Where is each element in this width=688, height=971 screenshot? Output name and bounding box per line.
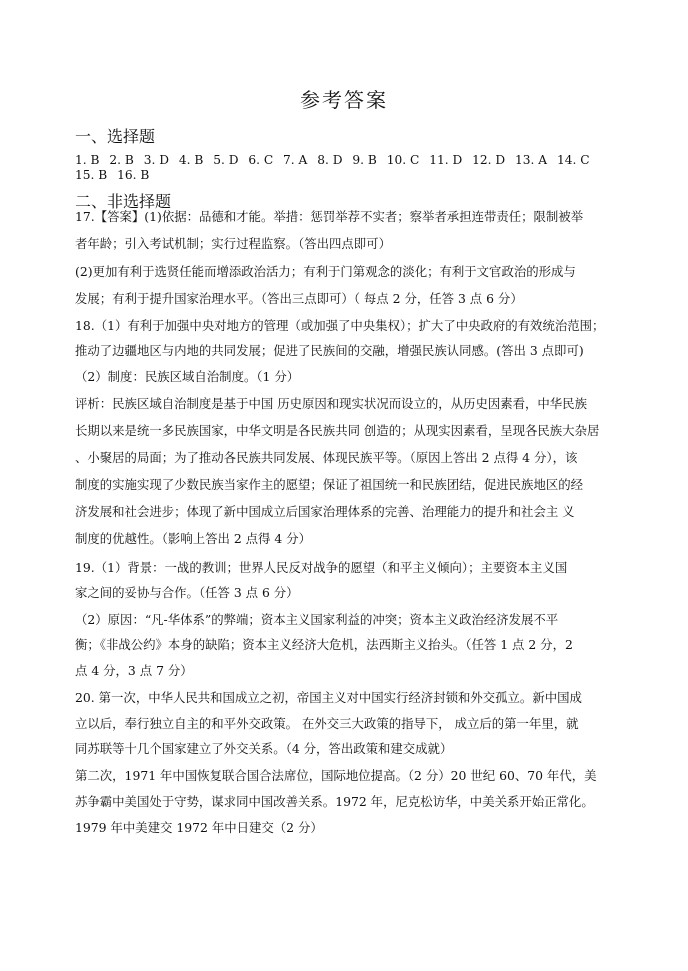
mcq-answer: 7. A [283,153,308,167]
answer-line: (2)更加有利于选贤任能而增添政治活力；有利于门第观念的淡化；有利于文官政治的形成与 [75,264,576,279]
mcq-answer: 10. C [386,153,420,167]
section-heading-nonchoice: 二、非选择题 [75,192,172,211]
answer-line: 20. 第一次，中华人民共和国成立之初，帝国主义对中国实行经济封锁和外交孤立。新中国成 [75,690,582,705]
answer-line: 评析：民族区域自治制度是基于中国 历史原因和现实状况而设立的，从历史因素看，中华民族 [75,396,587,411]
answer-line: 第二次，1971 年中国恢复联合国合法席位，国际地位提高。（2 分）20 世纪 60、70 年代，美 [75,768,597,783]
answer-line: 17.【答案】(1)依据：品德和才能。举措：惩罚举荐不实者；察举者承担连带责任；限制被举 [75,209,584,224]
mcq-answer: 13. A [515,153,548,167]
answer-line: 家之间的妥协与合作。（任答 3 点 6 分） [75,585,299,600]
answer-line: 1979 年中美建交 1972 年中日建交（2 分） [75,820,323,835]
answer-line: 发展；有利于提升国家治理水平。（答出三点即可）（ 每点 2 分，任答 3 点 6 分） [75,291,523,306]
answer-line: 、小聚居的局面；为了推动各民族共同发展、体现民族平等。（原因上答出 2 点得 4 分），该 [75,450,578,465]
answer-line: （2）原因：“凡-华体系”的弊端；资本主义国家利益的冲突；资本主义政治经济发展不平 [75,612,559,627]
answer-line: 衡；《非战公约》本身的缺陷；资本主义经济大危机，法西斯主义抬头。（任答 1 点 2 分，2 [75,637,573,652]
mcq-answer: 5. D [213,153,239,167]
answer-line: 推动了边疆地区与内地的共同发展；促进了民族间的交融，增强民族认同感。(答出 3 点即可) [75,343,584,358]
mcq-answer: 11. D [429,153,463,167]
answer-line: 同苏联等十几个国家建立了外交关系。（4 分，答出政策和建交成就） [75,741,453,756]
answer-line: 制度的优越性。（影响上答出 2 点得 4 分） [75,531,311,546]
multiple-choice-answers [75,153,615,183]
answer-line: 长期以来是统一多民族国家，中华文明是各民族共同 创造的；从现实因素看，呈现各民族大杂居 [75,423,600,438]
mcq-answer: 16. B [117,168,150,182]
answer-line: 制度的实施实现了少数民族当家作主的愿望；保证了祖国统一和民族团结，促进民族地区的经 [75,477,584,492]
answer-line: 18.（1）有利于加强中央对地方的管理（或加强了中央集权）；扩大了中央政府的有效统治范围； [75,318,605,333]
mcq-answer: 4. B [178,153,204,167]
answer-line: 者年龄；引入考试机制；实行过程监察。（答出四点即可） [75,236,391,251]
mcq-answer: 1. B [75,153,100,167]
answer-line: 立以后，奉行独立自主的和平外交政策。 在外交三大政策的指导下， 成立后的第一年里，就 [75,716,579,731]
mcq-answer: 15. B [75,168,108,182]
mcq-answer: 3. D [143,153,169,167]
mcq-answer: 12. D [472,153,506,167]
answer-line: 苏争霸中美国处于守势，谋求同中国改善关系。1972 年，尼克松访华，中美关系开始正常化。 [75,794,594,809]
answer-line: （2）制度：民族区域自治制度。（1 分） [75,369,300,384]
mcq-answer: 9. B [352,153,377,167]
mcq-answer: 8. D [317,153,343,167]
answer-line: 点 4 分，3 点 7 分） [75,663,193,678]
answer-line: 济发展和社会进步；体现了新中国成立后国家治理体系的完善、治理能力的提升和社会主 义 [75,504,575,519]
mcq-answer: 6. C [248,153,274,167]
mcq-answer: 2. B [109,153,134,167]
section-heading-choice: 一、选择题 [75,127,156,146]
answer-line: 19.（1）背景：一战的教训；世界人民反对战争的愿望（和平主义倾向）；主要资本主义国 [75,560,568,575]
page-title: 参考答案 [300,88,388,112]
mcq-answer: 14. C [556,153,590,167]
